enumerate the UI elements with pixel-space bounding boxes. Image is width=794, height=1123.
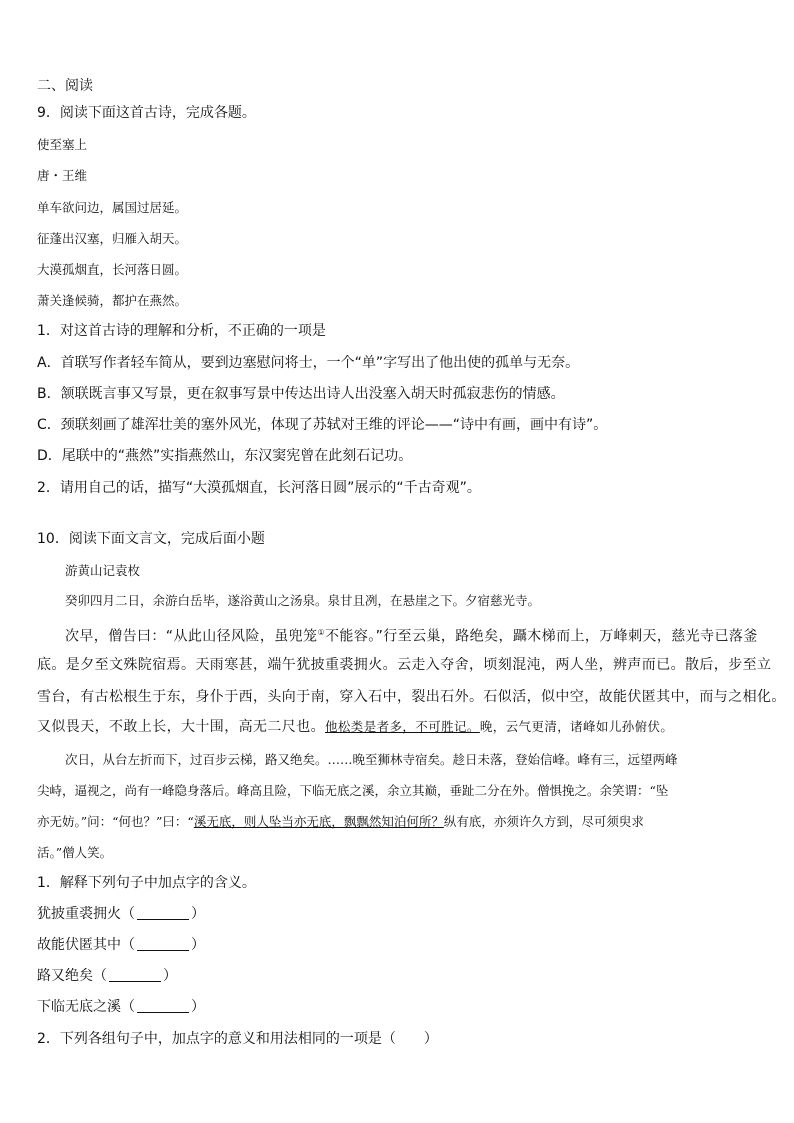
passage-title: 游黄山记袁枚 <box>65 563 141 578</box>
fill-close: ） <box>191 906 205 922</box>
passage-para1: 癸卯四月二日，余游白岳毕，遂浴黄山之汤泉。泉甘且冽，在悬崖之下。夕宿慈光寺。 <box>65 593 541 608</box>
answer-blank[interactable] <box>137 998 189 1013</box>
answer-blank[interactable] <box>109 967 161 982</box>
passage-text: 不能容。”行至云巢，路绝矣，躡木梯而上，万峰刺天，慈光寺已落釜 <box>325 628 758 645</box>
fill-label: 故能伏匿其中（ <box>37 937 135 953</box>
passage-para2-line1 <box>65 624 758 646</box>
fill-label: 下临无底之溪（ <box>37 999 135 1015</box>
q10-sub2: 2．下列各组句子中，加点字的意义和用法相同的一项是（ ） <box>37 1031 438 1047</box>
passage-para2-line4 <box>37 718 673 736</box>
poem-title: 使至塞上 <box>37 137 88 152</box>
fill-item <box>37 967 177 985</box>
passage-text: 纵有底，亦须许久方到，尽可须臾求 <box>443 814 644 829</box>
q9-sub2: 2．请用自己的话，描写“大漠孤烟直，长河落日圆”展示的“千古奇观”。 <box>37 480 481 496</box>
q10-sub1: 1．解释下列句子中加点字的含义。 <box>37 875 256 891</box>
fill-label: 犹披重裘拥火（ <box>37 906 135 922</box>
section-title: 二、阅读 <box>37 78 93 94</box>
option-c: C．颈联刻画了雄浑壮美的塞外风光，体现了苏轼对王维的评论——“诗中有画，画中有诗”。 <box>37 417 608 433</box>
fill-label: 路又绝矣（ <box>37 968 107 984</box>
poem-line: 单车欲问边，属国过居延。 <box>37 200 188 215</box>
fill-item <box>37 998 205 1016</box>
question-9-prompt: 9．阅读下面这首古诗，完成各题。 <box>37 105 256 121</box>
fill-close: ） <box>163 968 177 984</box>
passage-text: 又似畏天，不敢上长，大十围，高无二尺也。 <box>37 719 325 735</box>
passage-text: 次早，僧告曰：“从此山径风险，虽兜笼 <box>65 628 318 645</box>
poem-line: 征蓬出汉塞，归雁入胡天。 <box>37 231 188 246</box>
passage-para3-line1: 次日，从台左折而下，过百步云梯，路又绝矣。……晚至狮林寺宿矣。趁日未落，登始信峰。峰有三，远望两峰 <box>65 752 678 767</box>
passage-para2-line3: 雪台，有古松根生于东，身仆于西，头向于南，穿入石中，裂出石外。石似活，似中空，故能伏匿其中，而与之相化。 <box>37 689 786 705</box>
passage-para3-line4: 活。”僧人笑。 <box>37 845 113 860</box>
underlined-sentence: 溪无底，则人坠当亦无底，飘飘然知泊何所？ <box>193 814 444 829</box>
passage-text: 晚，云气更清，诸峰如儿孙俯伏。 <box>479 719 674 734</box>
fill-item <box>37 936 205 954</box>
q9-sub1: 1．对这首古诗的理解和分析，不正确的一项是 <box>37 323 326 339</box>
answer-blank[interactable] <box>137 905 189 920</box>
poem-author: 唐・王维 <box>37 168 88 183</box>
option-b: B．颔联既言事又写景，更在叙事写景中传达出诗人出没塞入胡天时孤寂悲伤的情感。 <box>37 386 565 402</box>
option-a: A．首联写作者轻车简从，要到边塞慰问将士，一个“单”字写出了他出使的孤单与无奈。 <box>37 355 580 371</box>
passage-para3-line2: 尖峙，逼视之，尚有一峰隐身落后。峰高且险，下临无底之溪，余立其巅，垂趾二分在外。僧惧挽之。余笑谓：“坠 <box>37 783 669 798</box>
passage-para3-line3 <box>37 813 644 831</box>
underlined-sentence: 他松类是者多，不可胜记。 <box>325 719 480 734</box>
question-10-prompt: 10．阅读下面文言文，完成后面小题 <box>37 531 265 547</box>
passage-text: 亦无妨。”问：“何也？”曰：“ <box>37 814 194 829</box>
answer-blank[interactable] <box>137 936 189 951</box>
footnote-mark: ① <box>317 628 326 637</box>
option-d: D．尾联中的“燕然”实指燕然山，东汉窦宪曾在此刻石记功。 <box>37 448 413 464</box>
fill-close: ） <box>191 937 205 953</box>
poem-line: 大漠孤烟直，长河落日圆。 <box>37 262 188 277</box>
fill-close: ） <box>191 999 205 1015</box>
fill-item <box>37 905 205 923</box>
poem-line: 萧关逢候骑，都护在燕然。 <box>37 293 188 308</box>
passage-para2-line2: 底。是夕至文殊院宿焉。天雨寒甚，端午犹披重裘拥火。云走入夺舍，顷刻混沌，两人坐，辨声而已。散后，步至立 <box>37 657 772 673</box>
